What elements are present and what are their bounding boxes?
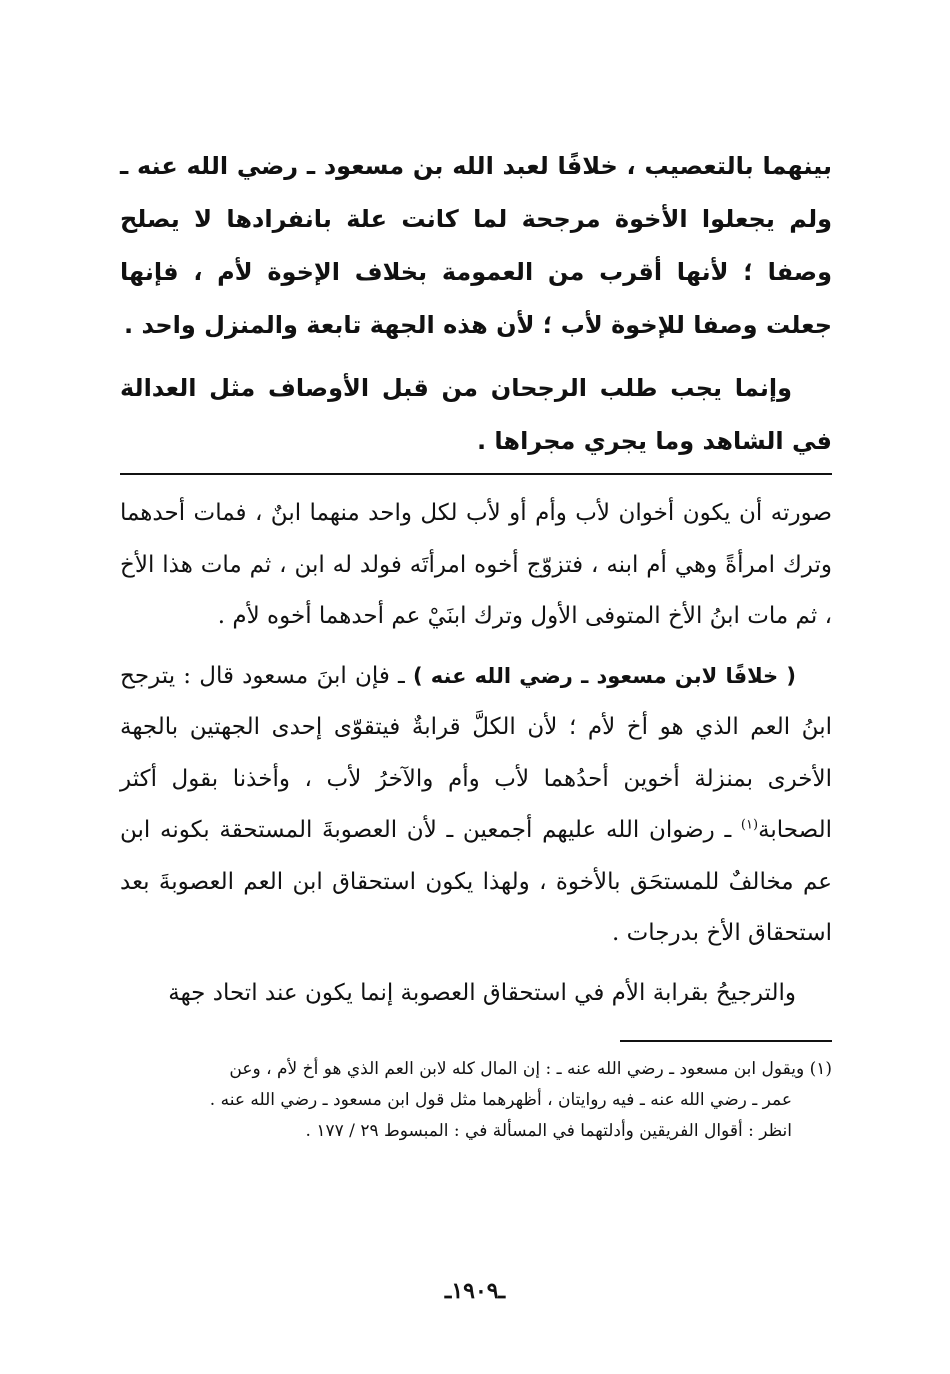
footnote-1-line-1: (١) ويقول ابن مسعود ـ رضي الله عنه ـ : إن المال كله لابن العم الذي هو أخ لأم ، وعن xyxy=(229,1059,832,1079)
footnotes xyxy=(120,1054,832,1147)
footnote-divider-rule xyxy=(620,1040,832,1042)
main-text xyxy=(120,140,832,468)
footnote-reference-1[interactable]: (١) xyxy=(740,817,759,833)
page-number: ـ١٩٠٩ـ xyxy=(444,1278,506,1304)
footnote-1-line-3: انظر : أقوال الفريقين وأدلتهما في المسألة في : المبسوط ٢٩ / ١٧٧ . xyxy=(305,1121,792,1141)
commentary-paragraph-2 xyxy=(120,651,832,960)
commentary-paragraph-2-text-a: ـ فإن ابنَ مسعود قال : يترجح ابنُ العم الذي هو أخ لأم ؛ لأن الكلَّ قرابةٌ فيتقوّى إحدى الجهتين بالجهة الأخرى بمنزلة أخوين أحدُهما لأب وأم والآخرُ لأب ، وأخذنا بقول أكثر الصحابة xyxy=(120,662,832,843)
main-text-paragraph-1: بينهما بالتعصيب ، خلافًا لعبد الله بن مسعود ـ رضي الله عنه ـ ولم يجعلوا الأخوة مرجحة لما كانت علة بانفرادها لا يصلح وصفا ؛ لأنها أقرب من العمومة بخلاف الإخوة لأم ، فإنها جعلت وصفا للإخوة لأب ؛ لأن هذه الجهة تابعة والمنزل واحد . xyxy=(120,152,832,339)
footnote-1-line-2: عمر ـ رضي الله عنه ـ فيه روايتان ، أظهرهما مثل قول ابن مسعود ـ رضي الله عنه . xyxy=(209,1090,792,1110)
main-text-paragraph-2: وإنما يجب طلب الرجحان من قبل الأوصاف مثل العدالة في الشاهد وما يجري مجراها . xyxy=(120,374,832,455)
commentary-paragraph-1: صورته أن يكون أخوان لأب وأم أو لأب لكل واحد منهما ابنٌ ، فمات أحدهما وترك امرأةً وهي أم ابنه ، فتزوّج أخوه امرأتَه فولد له ابن ، ثم مات هذا الأخ ، ثم مات ابنُ الأخ المتوفى الأول وترك ابنَيْ عم أحدهما أخوه لأم . xyxy=(120,500,832,629)
commentary-paragraph-3: والترجيحُ بقرابة الأم في استحقاق العصوبة إنما يكون عند اتحاد جهة xyxy=(168,979,796,1006)
commentary-paragraph-2-text-b: ـ رضوان الله عليهم أجمعين ـ لأن العصوبةَ المستحقة بكونه ابن عم مخالفٌ للمستحَق بالأخوة ، ولهذا يكون استحقاق ابن العم العصوبةَ بعد استحقاق الأخ بدرجات . xyxy=(120,817,832,946)
main-divider-rule xyxy=(120,473,832,475)
commentary-text xyxy=(120,488,832,1019)
commentary-lemma: ( خلافًا لابن مسعود ـ رضي الله عنه ) xyxy=(413,663,796,688)
